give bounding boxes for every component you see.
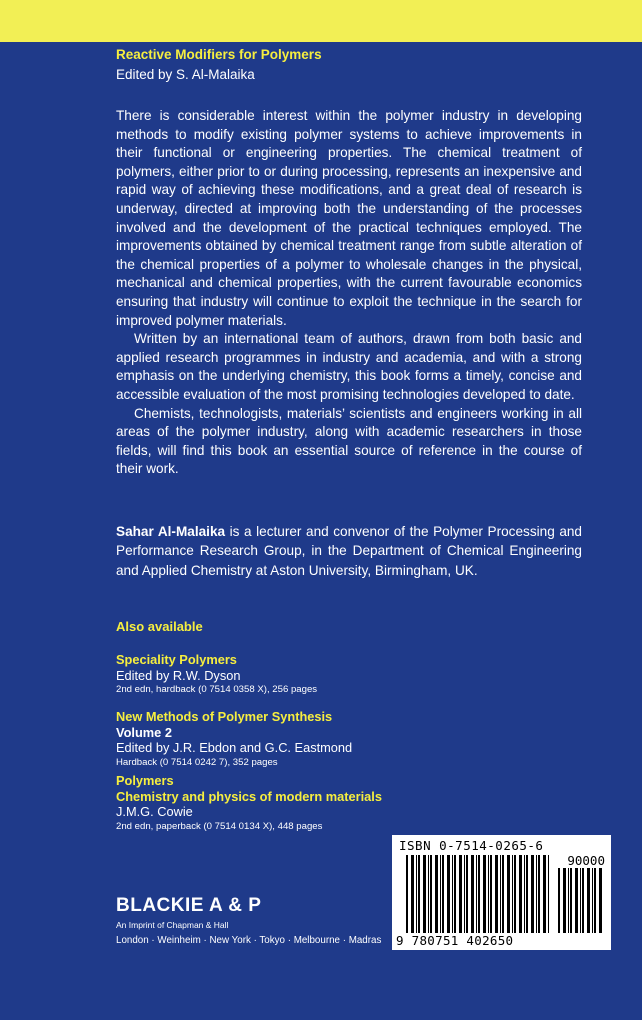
barcode-bar [536, 855, 537, 933]
barcode-bar [526, 855, 528, 933]
barcode-bar [512, 855, 513, 933]
book-details: Hardback (0 7514 0242 7), 352 pages [116, 756, 278, 768]
barcode-bar [411, 855, 414, 933]
barcode-bar [531, 855, 534, 933]
top-yellow-band [0, 0, 642, 42]
book-title: Reactive Modifiers for Polymers [116, 47, 322, 62]
barcode-bar [442, 855, 444, 933]
barcode-bar [570, 868, 572, 933]
blurb-paragraph-3: Chemists, technologists, materials’ scientists and engineers working in all areas of the polymer industry, along with academic researchers in those fields, will find this book an essential source of reference in the course of their work. [116, 405, 582, 477]
book-title: Speciality Polymers [116, 652, 237, 667]
barcode-bar [582, 868, 584, 933]
book-editor: Edited by J.R. Ebdon and G.C. Eastmond [116, 740, 353, 755]
barcode-bar [524, 855, 525, 933]
barcode-bar [514, 855, 516, 933]
barcode-bar [592, 868, 593, 933]
barcode-bar [476, 855, 477, 933]
isbn-text: ISBN 0-7514-0265-6 [399, 838, 544, 853]
blurb [116, 107, 582, 479]
barcode-bar [466, 855, 468, 933]
publisher-imprint: An Imprint of Chapman & Hall [116, 920, 229, 930]
barcode-bar [558, 868, 560, 933]
book-editor: Edited by S. Al-Malaika [116, 67, 255, 82]
barcode-bar [471, 855, 474, 933]
blurb-paragraph-2: Written by an international team of authors, drawn from both basic and applied research programmes in industry and academia, and with a strong emphasis on the underlying chemistry, this book forms a timely, concise and accessible evaluation of the most promising technologies developed to date. [116, 331, 582, 402]
barcode-bar [575, 868, 578, 933]
barcode-bar [488, 855, 489, 933]
also-available-book [116, 709, 416, 769]
barcode-bar [548, 855, 549, 933]
barcode-bar [495, 855, 498, 933]
barcode-bar [519, 855, 522, 933]
barcode-bar [507, 855, 510, 933]
barcode-bar [406, 855, 408, 933]
barcode-bar [435, 855, 438, 933]
barcode-bar [428, 855, 429, 933]
barcode-bar [447, 855, 450, 933]
barcode-bar [464, 855, 465, 933]
barcode-bar [490, 855, 492, 933]
also-available-book [116, 773, 416, 833]
book-author: J.M.G. Cowie [116, 804, 193, 819]
barcode-bar [459, 855, 462, 933]
barcode-bar [599, 868, 602, 933]
isbn-barcode [392, 835, 611, 950]
barcode-bar [416, 855, 417, 933]
barcode-bar [483, 855, 486, 933]
book-details: 2nd edn, paperback (0 7514 0134 X), 448 pages [116, 820, 323, 832]
barcode-bar [418, 855, 420, 933]
author-name: Sahar Al-Malaika [116, 524, 226, 539]
barcode-bar [430, 855, 432, 933]
barcode-bar [440, 855, 441, 933]
blurb-paragraph-1: There is considerable interest within the polymer industry in developing methods to modify existing polymer systems to achieve improvements in their functional or engineering properties. The chemical treatment of polymers, either prior to or during processing, represents an inexpensive and rapid way of achieving these modifications, and a great deal of research is underway, directed at improving both the understanding of the processes involved and the development of the practical techniques employed. The improvements obtained by chemical treatment range from subtle alteration of the chemical properties of a polymer to wholesale changes in the physical, mechanical and chemical properties, with the current favourable economics ensuring that industry will continue to exploit the technique in the search for improved polymer materials. [116, 108, 582, 328]
barcode-bar [538, 855, 540, 933]
book-editor: Edited by R.W. Dyson [116, 667, 241, 683]
book-subtitle: Chemistry and physics of modern materials [116, 788, 382, 804]
author-bio [116, 522, 582, 580]
barcode-bar [500, 855, 501, 933]
publisher-logo: BLACKIE A & P [116, 895, 262, 916]
barcode-bar [454, 855, 456, 933]
author-bio-text: is a lecturer and convenor of the Polymer Processing and Performance Research Group, in the Department of Chemical Engineering and Applied Chemistry at Aston University, Birmingham, UK. [116, 524, 582, 578]
barcode-addon-digits: 90000 [567, 853, 605, 868]
book-title: Polymers [116, 773, 174, 788]
barcode-bar [587, 868, 590, 933]
barcode-bar [478, 855, 480, 933]
barcode-bar [423, 855, 426, 933]
barcode-bar [594, 868, 596, 933]
barcode-bar [580, 868, 581, 933]
barcode-bar [543, 855, 546, 933]
also-available-book [116, 652, 416, 696]
barcode-bar [568, 868, 569, 933]
book-volume: Volume 2 [116, 724, 172, 740]
publisher-block [116, 895, 381, 946]
book-details: 2nd edn, hardback (0 7514 0358 X), 256 pages [116, 684, 318, 695]
barcode-bar [452, 855, 453, 933]
also-available-heading: Also available [116, 619, 203, 634]
barcode-bar [502, 855, 504, 933]
publisher-cities: London · Weinheim · New York · Tokyo · Melbourne · Madras [116, 935, 382, 946]
ean-digits: 9 780751 402650 [396, 933, 514, 948]
book-title: New Methods of Polymer Synthesis [116, 709, 333, 724]
barcode-bar [563, 868, 566, 933]
